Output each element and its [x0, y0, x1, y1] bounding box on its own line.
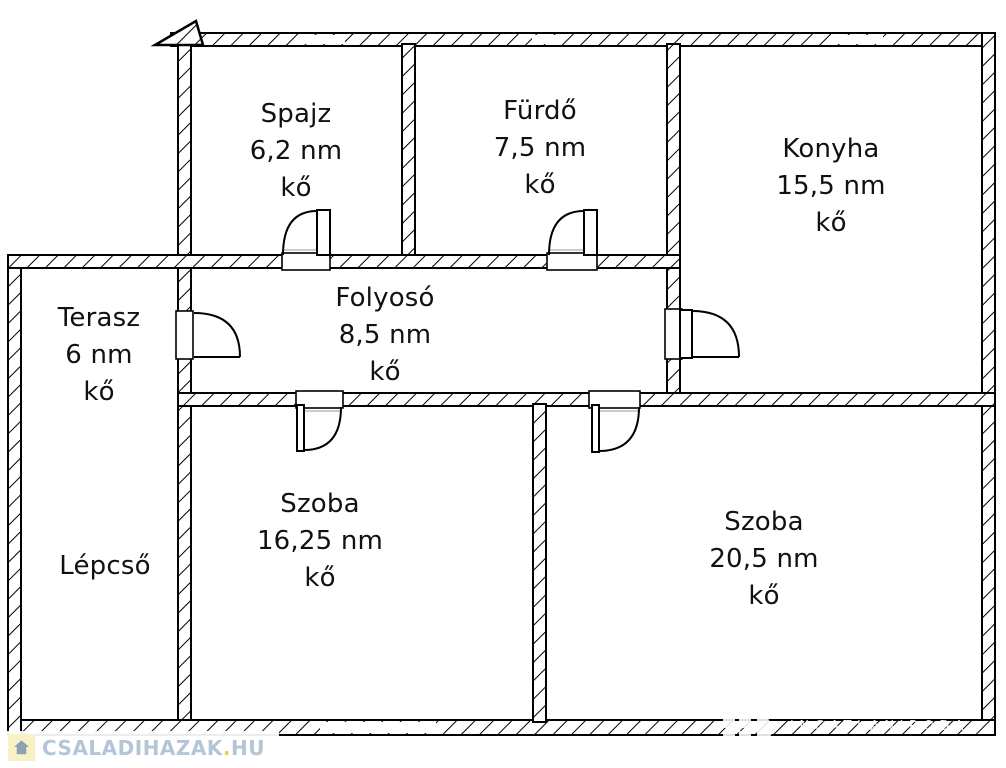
- room-floor: kő: [304, 563, 336, 593]
- pixel-logo-block: [739, 731, 751, 741]
- door-panel-spajz: [317, 210, 330, 255]
- room-floor: kő: [524, 170, 556, 200]
- room-floor: kő: [748, 581, 780, 611]
- door-arc-furdo: [549, 211, 584, 255]
- room-area: 8,5 nm: [338, 320, 432, 350]
- window-furdo: [532, 35, 560, 44]
- pixel-logo-block: [723, 718, 735, 728]
- door-panel-furdo: [584, 210, 597, 255]
- room-floor: kő: [369, 357, 401, 387]
- room-floor: kő: [815, 208, 847, 238]
- door-panel-szoba-2: [592, 405, 599, 452]
- door-panel-szoba-1: [297, 405, 304, 451]
- room-label-spajz: [196, 96, 396, 207]
- room-name: Lépcső: [59, 551, 151, 581]
- room-name: Spajz: [260, 99, 332, 129]
- room-area: 15,5 nm: [776, 171, 886, 201]
- watermark-dot: .: [222, 735, 232, 760]
- window-szoba-1: [320, 722, 436, 733]
- room-name: Terasz: [57, 303, 141, 333]
- room-label-folyoso: [285, 280, 485, 391]
- room-name: Szoba: [724, 507, 804, 537]
- room-name: Fürdő: [503, 96, 577, 126]
- entrance-arrow-icon: [155, 21, 203, 45]
- room-label-konyha: [731, 131, 931, 242]
- room-name: Konyha: [782, 134, 880, 164]
- room-label-szoba-1: [220, 486, 420, 597]
- room-label-lepcso: [16, 548, 194, 585]
- door-arc-szoba-2: [599, 407, 639, 451]
- room-floor: kő: [83, 377, 115, 407]
- pixel-arrow-icon: [757, 716, 774, 743]
- room-name: Folyosó: [335, 283, 435, 313]
- room-area: 20,5 nm: [709, 544, 819, 574]
- room-floor: kő: [280, 173, 312, 203]
- room-area: 6,2 nm: [249, 136, 343, 166]
- room-label-furdo: [440, 93, 640, 204]
- watermark-ingatlaniroda: [715, 710, 1000, 750]
- watermark-agency-text: INGATLANIRODA: [790, 719, 969, 734]
- door-arc-konyha: [692, 311, 739, 357]
- watermark-csaladihazak: [5, 731, 279, 764]
- wall-spajz-furdo: [402, 44, 415, 257]
- door-arc-spajz: [283, 211, 317, 255]
- room-label-szoba-2: [664, 504, 864, 615]
- room-name: Szoba: [280, 489, 360, 519]
- door-panel-konyha: [680, 310, 692, 358]
- door-arc-szoba-1: [304, 407, 341, 450]
- room-area: 6 nm: [65, 340, 133, 370]
- window-spajz: [297, 35, 345, 44]
- door-arc-terasz: [194, 313, 240, 357]
- window-konyha: [833, 35, 883, 44]
- pixel-logo-block: [723, 731, 735, 741]
- pixel-logo-block: [739, 718, 751, 728]
- wall-szoba-divider: [533, 404, 546, 722]
- room-area: 7,5 nm: [493, 133, 587, 163]
- wall-right-exterior: [982, 33, 995, 735]
- watermark-site-text: CSALADIHAZAK.HU: [42, 735, 265, 760]
- house-icon: [8, 734, 35, 761]
- room-area: 16,25 nm: [256, 526, 384, 556]
- room-label-terasz: [10, 300, 188, 411]
